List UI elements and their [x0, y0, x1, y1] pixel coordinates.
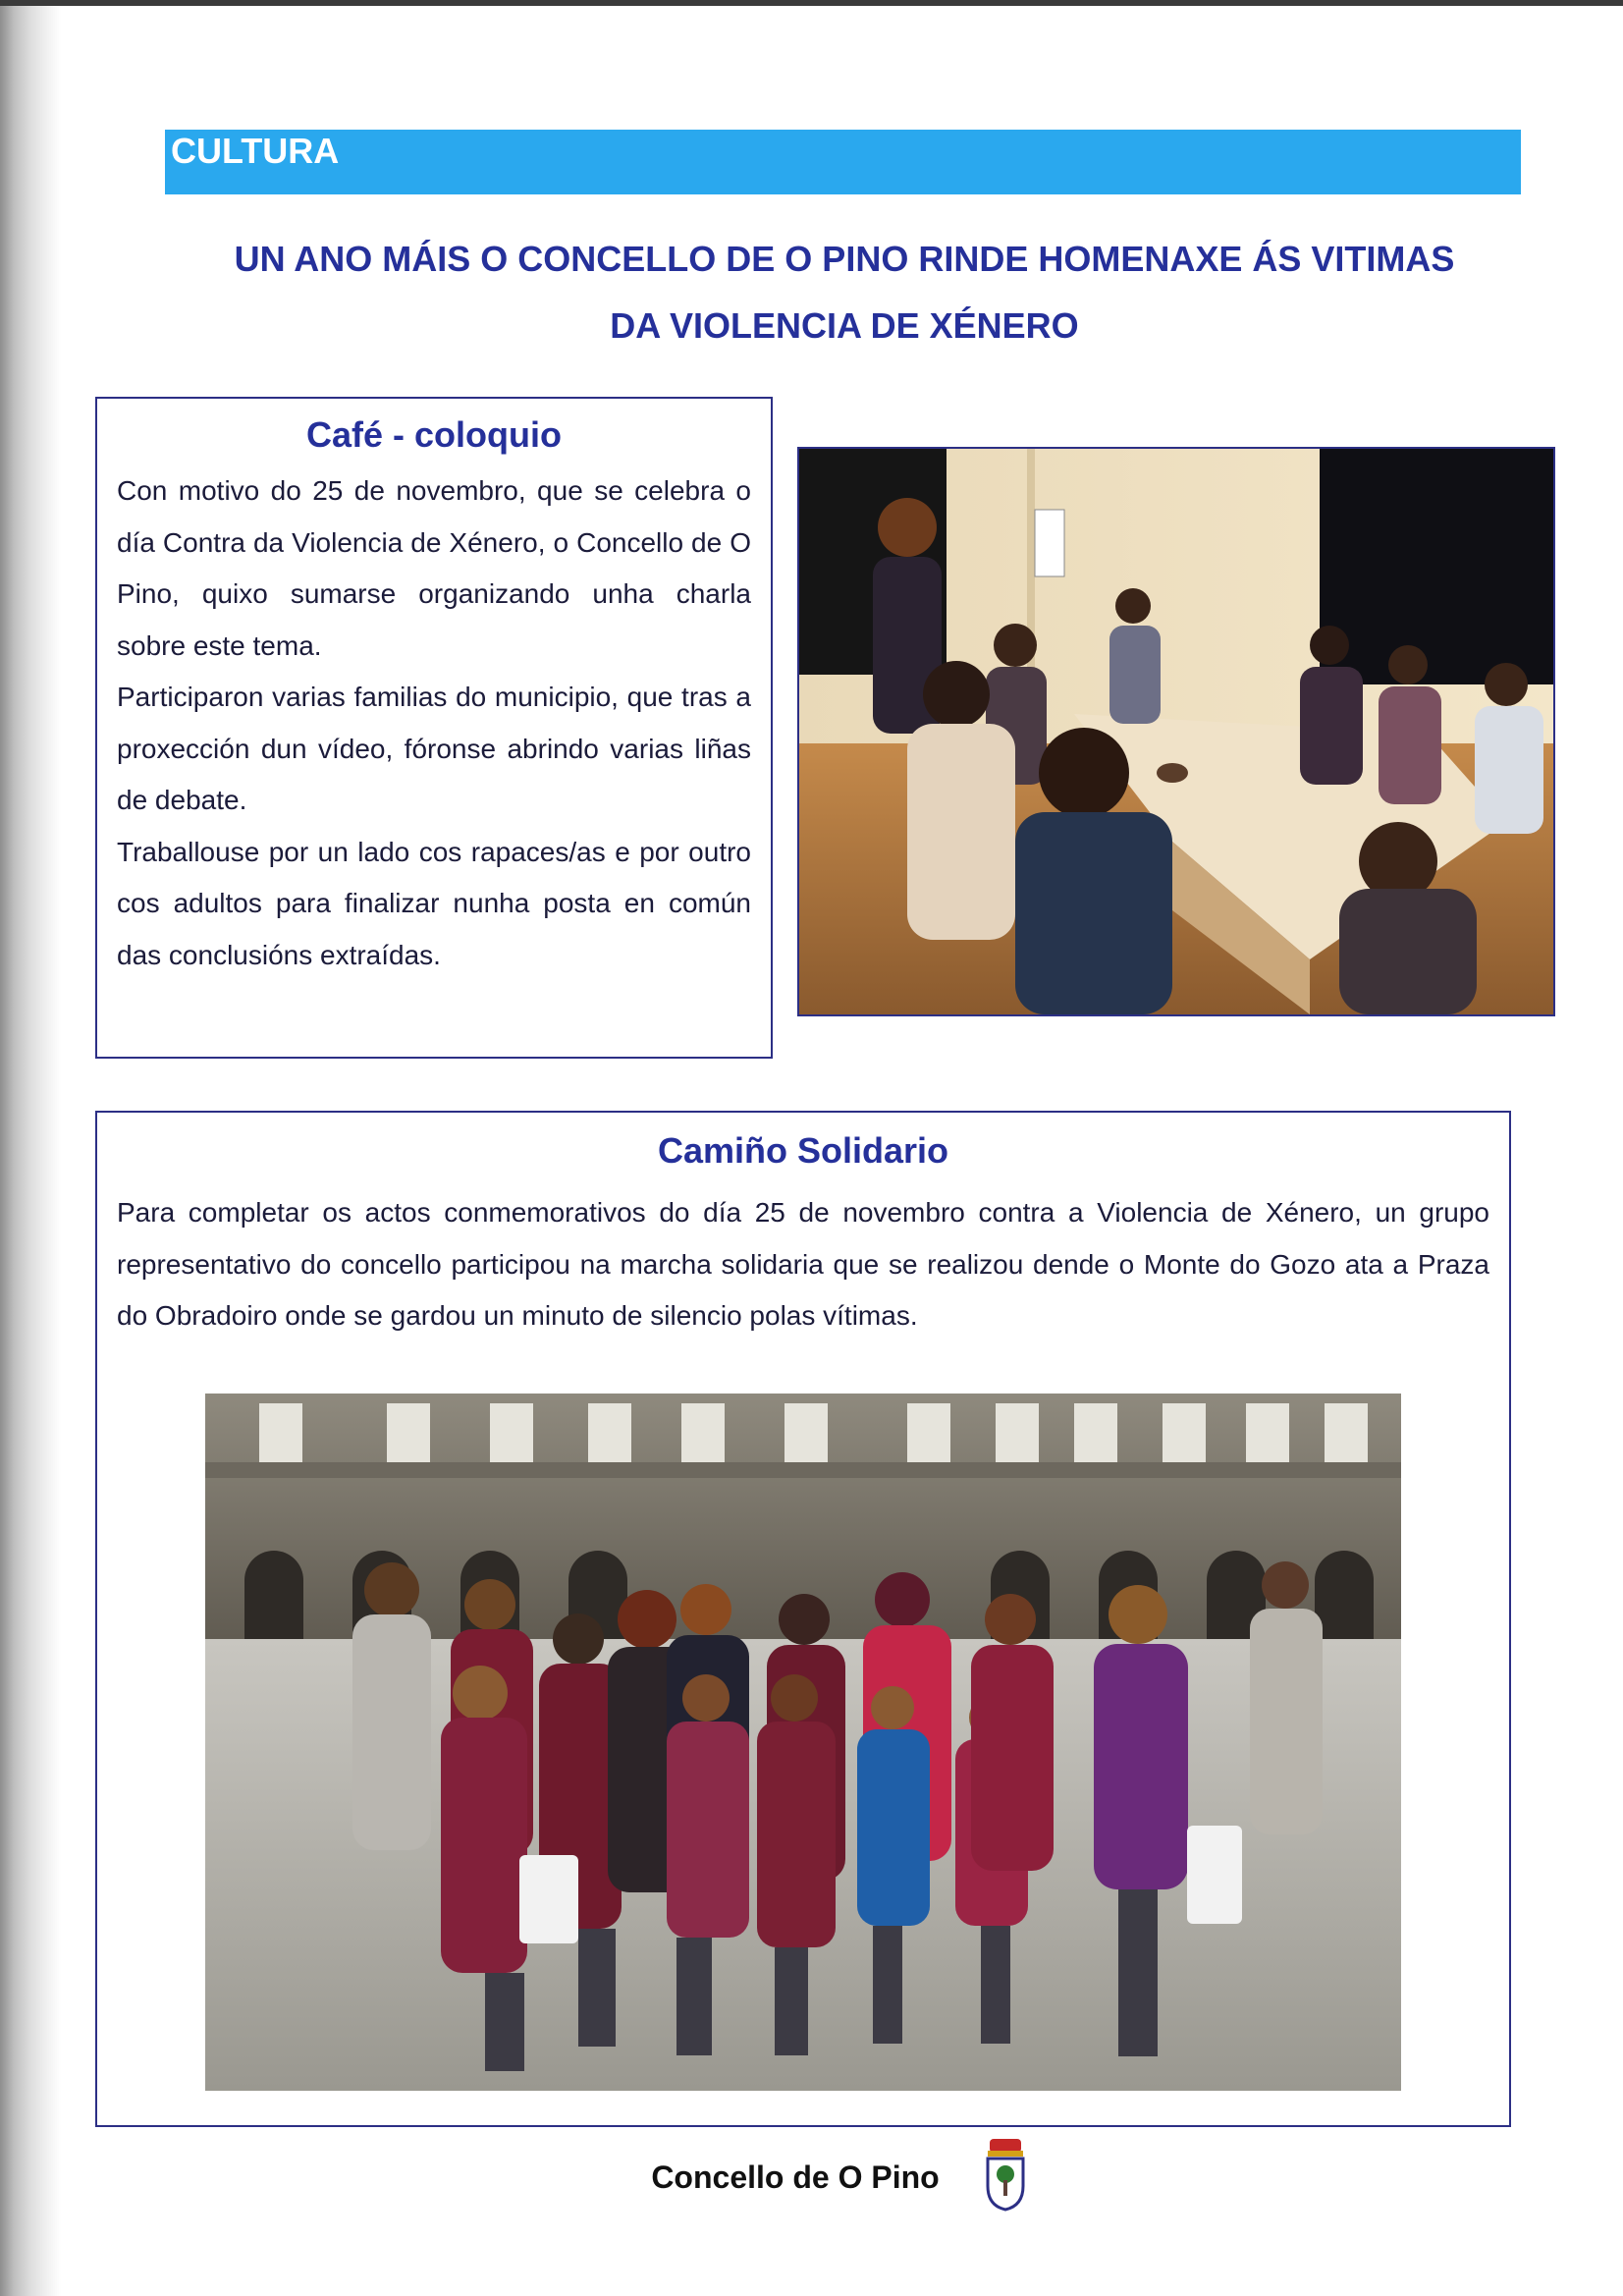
camino-solidario-title: Camiño Solidario — [657, 1130, 949, 1171]
cafe-coloquio-text — [117, 465, 751, 981]
page-top-edge — [0, 0, 1623, 6]
cafe-coloquio-title: Café - coloquio — [306, 414, 562, 455]
meeting-room-photo — [799, 449, 1553, 1014]
section-band — [165, 130, 1521, 194]
page-headline — [108, 226, 1581, 359]
section-label: CULTURA — [171, 131, 340, 171]
cafe-paragraph: Participaron varias familias do municipio, que tras a proxección dun vídeo, fóronse abrindo varias liñas de debate. — [117, 682, 751, 815]
cafe-coloquio-photo — [797, 447, 1555, 1016]
book-spine-shadow — [0, 0, 61, 2296]
cafe-coloquio-box — [95, 397, 773, 1059]
headline-line-1: UN ANO MÁIS O CONCELLO DE O PINO RINDE HOMENAXE ÁS VITIMAS — [234, 239, 1455, 279]
group-photo — [205, 1394, 1401, 2091]
footer-municipality: Concello de O Pino — [651, 2159, 940, 2195]
camino-solidario-text: Para completar os actos conmemorativos do día 25 de novembro contra a Violencia de Xénero, un grupo representativo do concello participou na marcha solidaria que se realizou dende o Monte do Gozo ata a Praza do Obradoiro onde se gardou un minuto de silencio polas vítimas. — [117, 1197, 1489, 1331]
cafe-paragraph: Traballouse por un lado cos rapaces/as e por outro cos adultos para finalizar nunha posta en común das conclusións extraídas. — [117, 836, 751, 970]
camino-solidario-photo — [205, 1394, 1401, 2091]
coat-of-arms-icon — [982, 2137, 1029, 2212]
headline-line-2: DA VIOLENCIA DE XÉNERO — [610, 305, 1079, 346]
cafe-paragraph: Con motivo do 25 de novembro, que se celebra o día Contra da Violencia de Xénero, o Concello de O Pino, quixo sumarse organizando unha charla sobre este tema. — [117, 475, 751, 661]
